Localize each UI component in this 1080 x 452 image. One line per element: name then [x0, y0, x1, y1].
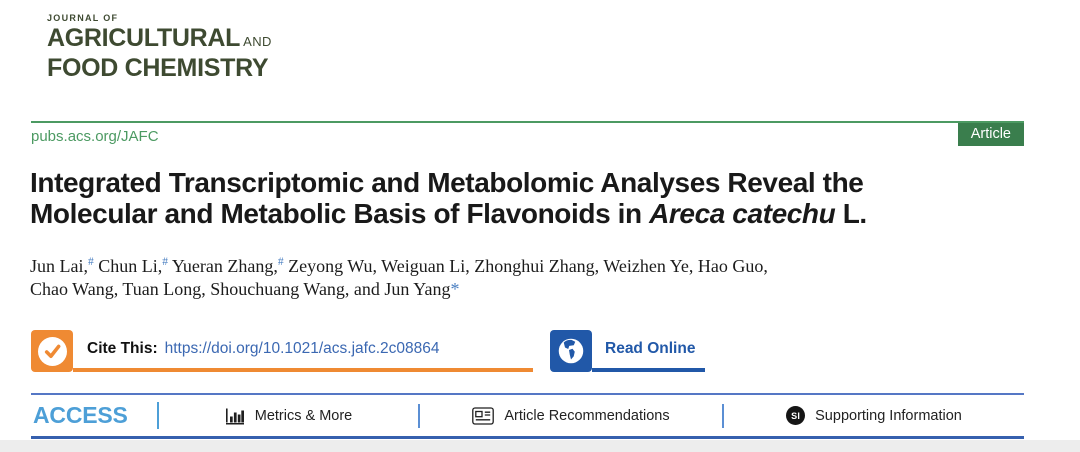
equal-contribution-mark: #	[277, 256, 284, 268]
check-icon	[38, 337, 67, 366]
title-line2-pre: Molecular and Metabolic Basis of Flavonoids in	[30, 198, 650, 229]
author: Jun Lai,	[30, 256, 88, 276]
article-type-badge: Article	[958, 123, 1024, 146]
cite-this-label: Cite This:	[87, 340, 158, 357]
access-link[interactable]: ACCESS	[33, 402, 128, 428]
author-list	[30, 251, 1035, 301]
masthead-agricultural: AGRICULTURAL	[47, 24, 241, 52]
article-title	[30, 167, 1040, 229]
masthead-and: AND	[243, 34, 272, 49]
title-line2-post: L.	[835, 198, 867, 229]
bar-chart-icon	[225, 407, 245, 425]
author: Yueran Zhang,	[171, 256, 278, 276]
title-species-name: Areca catechu	[649, 198, 836, 229]
author-group: Zeyong Wu, Weiguan Li, Zhonghui Zhang, Weizhen Ye, Hao Guo,	[288, 256, 768, 276]
title-line1: Integrated Transcriptomic and Metabolomic Analyses Reveal the	[30, 167, 864, 198]
author: Chun Li,	[98, 256, 163, 276]
recommendations-label: Article Recommendations	[504, 407, 670, 424]
journal-url-link[interactable]: pubs.acs.org/JAFC	[31, 128, 159, 145]
read-online-button[interactable]	[550, 330, 705, 372]
globe-icon	[556, 336, 586, 366]
equal-contribution-mark: #	[88, 256, 94, 268]
read-online-label: Read Online	[605, 340, 696, 357]
author-group: Chao Wang, Tuan Long, Shouchuang Wang, and Jun Yang	[30, 279, 451, 299]
cite-this-bar	[31, 330, 533, 372]
journal-rule-bar	[31, 121, 1024, 146]
metrics-link[interactable]	[159, 407, 418, 425]
cite-check-tile	[31, 330, 73, 372]
journal-masthead	[47, 13, 272, 81]
supporting-info-link[interactable]	[724, 406, 1024, 425]
metrics-label: Metrics & More	[254, 407, 353, 424]
article-recommendations-icon	[472, 407, 494, 425]
doi-link[interactable]: https://doi.org/10.1021/acs.jafc.2c08864	[164, 340, 440, 357]
page-bottom-strip	[0, 440, 1080, 452]
masthead-kicker: JOURNAL OF	[47, 13, 119, 23]
corresponding-author-mark: *	[450, 279, 460, 299]
masthead-title-line1	[47, 25, 272, 55]
masthead-title-line2: FOOD CHEMISTRY	[47, 54, 269, 82]
recommendations-link[interactable]	[420, 407, 722, 425]
si-icon: SI	[786, 406, 805, 425]
cite-text-group	[87, 340, 440, 362]
access-options-bar	[31, 393, 1024, 439]
equal-contribution-mark: #	[162, 256, 169, 268]
globe-tile	[550, 330, 592, 372]
access-cell	[31, 402, 157, 429]
supporting-label: Supporting Information	[815, 407, 962, 424]
cite-and-read-row	[31, 330, 705, 372]
